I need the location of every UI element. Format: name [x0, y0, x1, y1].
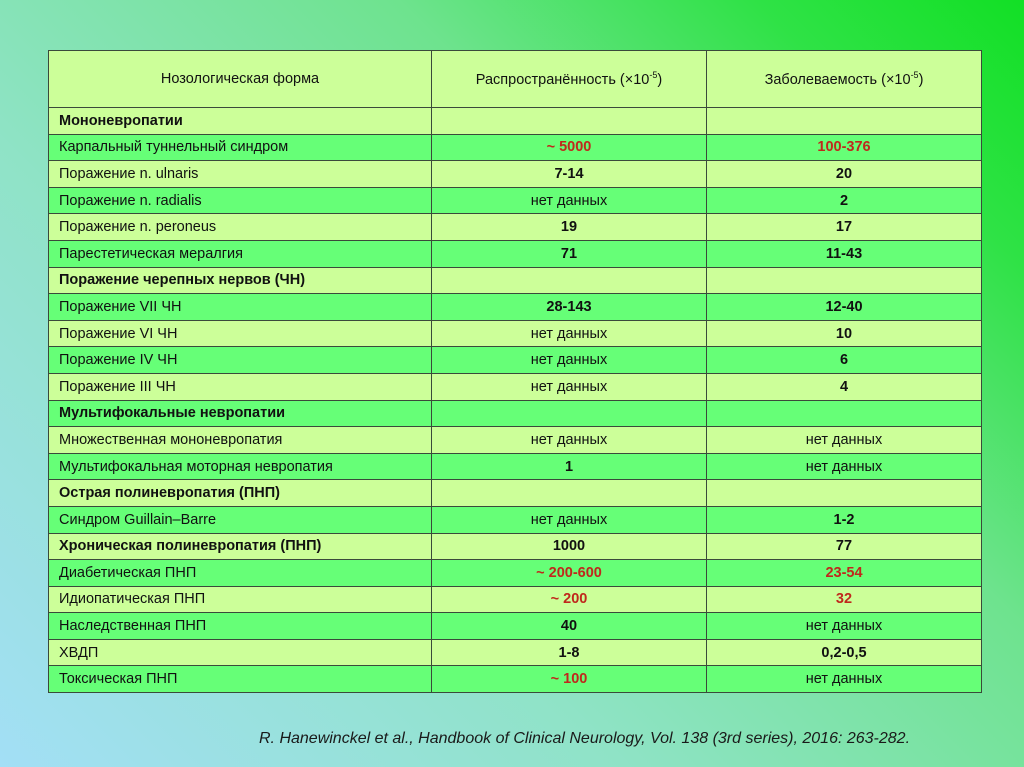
incidence-cell: нет данных: [707, 666, 982, 693]
row-name-cell: Мультифокальная моторная невропатия: [49, 453, 432, 480]
row-name-cell: Поражение VI ЧН: [49, 320, 432, 347]
prevalence-cell: [432, 400, 707, 427]
epidemiology-table: [48, 50, 982, 693]
prevalence-cell: 1000: [432, 533, 707, 560]
prevalence-cell: 71: [432, 240, 707, 267]
table-row: [49, 453, 982, 480]
incidence-cell: 2: [707, 187, 982, 214]
incidence-cell: 12-40: [707, 294, 982, 321]
row-name-cell: Острая полиневропатия (ПНП): [49, 480, 432, 507]
row-name-cell: Мононевропатии: [49, 108, 432, 135]
incidence-cell: [707, 480, 982, 507]
incidence-cell: [707, 267, 982, 294]
table-header-row: [49, 51, 982, 108]
table-section-row: [49, 533, 982, 560]
row-name-cell: Парестетическая мералгия: [49, 240, 432, 267]
incidence-cell: 1-2: [707, 506, 982, 533]
prevalence-cell: ~ 200-600: [432, 560, 707, 587]
citation-text: R. Hanewinckel et al., Handbook of Clinical Neurology, Vol. 138 (3rd series), 2016: 263-282.: [259, 730, 911, 747]
prevalence-cell: ~ 5000: [432, 134, 707, 161]
prevalence-cell: нет данных: [432, 373, 707, 400]
incidence-cell: [707, 400, 982, 427]
table-row: [49, 320, 982, 347]
prevalence-cell: 40: [432, 613, 707, 640]
header-incidence: Заболеваемость $(\times 10^{-5})$: [707, 51, 982, 108]
table-section-row: [49, 267, 982, 294]
row-name-cell: Поражение VII ЧН: [49, 294, 432, 321]
table-section-row: [49, 108, 982, 135]
table-row: [49, 639, 982, 666]
row-name-cell: Множественная мононевропатия: [49, 427, 432, 454]
header-prevalence: Распространённость $(\times 10^{-5})$: [432, 51, 707, 108]
table-row: [49, 427, 982, 454]
table-row: [49, 506, 982, 533]
prevalence-cell: ~ 200: [432, 586, 707, 613]
prevalence-cell: [432, 480, 707, 507]
table-row: [49, 586, 982, 613]
row-name-cell: Синдром Guillain–Barre: [49, 506, 432, 533]
prevalence-cell: 7-14: [432, 161, 707, 188]
table-row: [49, 294, 982, 321]
epidemiology-table-container: [48, 50, 981, 693]
row-name-cell: Идиопатическая ПНП: [49, 586, 432, 613]
table-row: [49, 613, 982, 640]
table-row: [49, 134, 982, 161]
table-row: [49, 161, 982, 188]
incidence-cell: 23-54: [707, 560, 982, 587]
row-name-cell: Наследственная ПНП: [49, 613, 432, 640]
row-name-cell: Токсическая ПНП: [49, 666, 432, 693]
row-name-cell: Поражение n. ulnaris: [49, 161, 432, 188]
row-name-cell: Поражение IV ЧН: [49, 347, 432, 374]
prevalence-cell: нет данных: [432, 347, 707, 374]
incidence-cell: 77: [707, 533, 982, 560]
row-name-cell: Мультифокальные невропатии: [49, 400, 432, 427]
incidence-cell: 0,2-0,5: [707, 639, 982, 666]
table-row: [49, 347, 982, 374]
row-name-cell: Поражение III ЧН: [49, 373, 432, 400]
incidence-cell: 11-43: [707, 240, 982, 267]
prevalence-cell: нет данных: [432, 427, 707, 454]
row-name-cell: Поражение черепных нервов (ЧН): [49, 267, 432, 294]
table-row: [49, 240, 982, 267]
incidence-cell: 4: [707, 373, 982, 400]
table-row: [49, 560, 982, 587]
prevalence-cell: нет данных: [432, 320, 707, 347]
row-name-cell: Поражение n. radialis: [49, 187, 432, 214]
prevalence-cell: нет данных: [432, 506, 707, 533]
table-row: [49, 666, 982, 693]
row-name-cell: Поражение n. peroneus: [49, 214, 432, 241]
prevalence-cell: [432, 267, 707, 294]
table-row: [49, 373, 982, 400]
incidence-cell: нет данных: [707, 613, 982, 640]
row-name-cell: Хроническая полиневропатия (ПНП): [49, 533, 432, 560]
row-name-cell: ХВДП: [49, 639, 432, 666]
incidence-cell: 20: [707, 161, 982, 188]
incidence-cell: 6: [707, 347, 982, 374]
incidence-cell: 10: [707, 320, 982, 347]
incidence-cell: 17: [707, 214, 982, 241]
prevalence-cell: 28-143: [432, 294, 707, 321]
prevalence-cell: 1: [432, 453, 707, 480]
incidence-cell: 32: [707, 586, 982, 613]
incidence-cell: нет данных: [707, 427, 982, 454]
table-section-row: [49, 400, 982, 427]
table-section-row: [49, 480, 982, 507]
row-name-cell: Карпальный туннельный синдром: [49, 134, 432, 161]
prevalence-cell: 19: [432, 214, 707, 241]
incidence-cell: нет данных: [707, 453, 982, 480]
incidence-cell: [707, 108, 982, 135]
table-row: [49, 187, 982, 214]
row-name-cell: Диабетическая ПНП: [49, 560, 432, 587]
prevalence-cell: 1-8: [432, 639, 707, 666]
prevalence-cell: [432, 108, 707, 135]
prevalence-cell: нет данных: [432, 187, 707, 214]
prevalence-cell: ~ 100: [432, 666, 707, 693]
table-row: [49, 214, 982, 241]
incidence-cell: 100-376: [707, 134, 982, 161]
header-nosological-form: Нозологическая форма: [49, 51, 432, 108]
